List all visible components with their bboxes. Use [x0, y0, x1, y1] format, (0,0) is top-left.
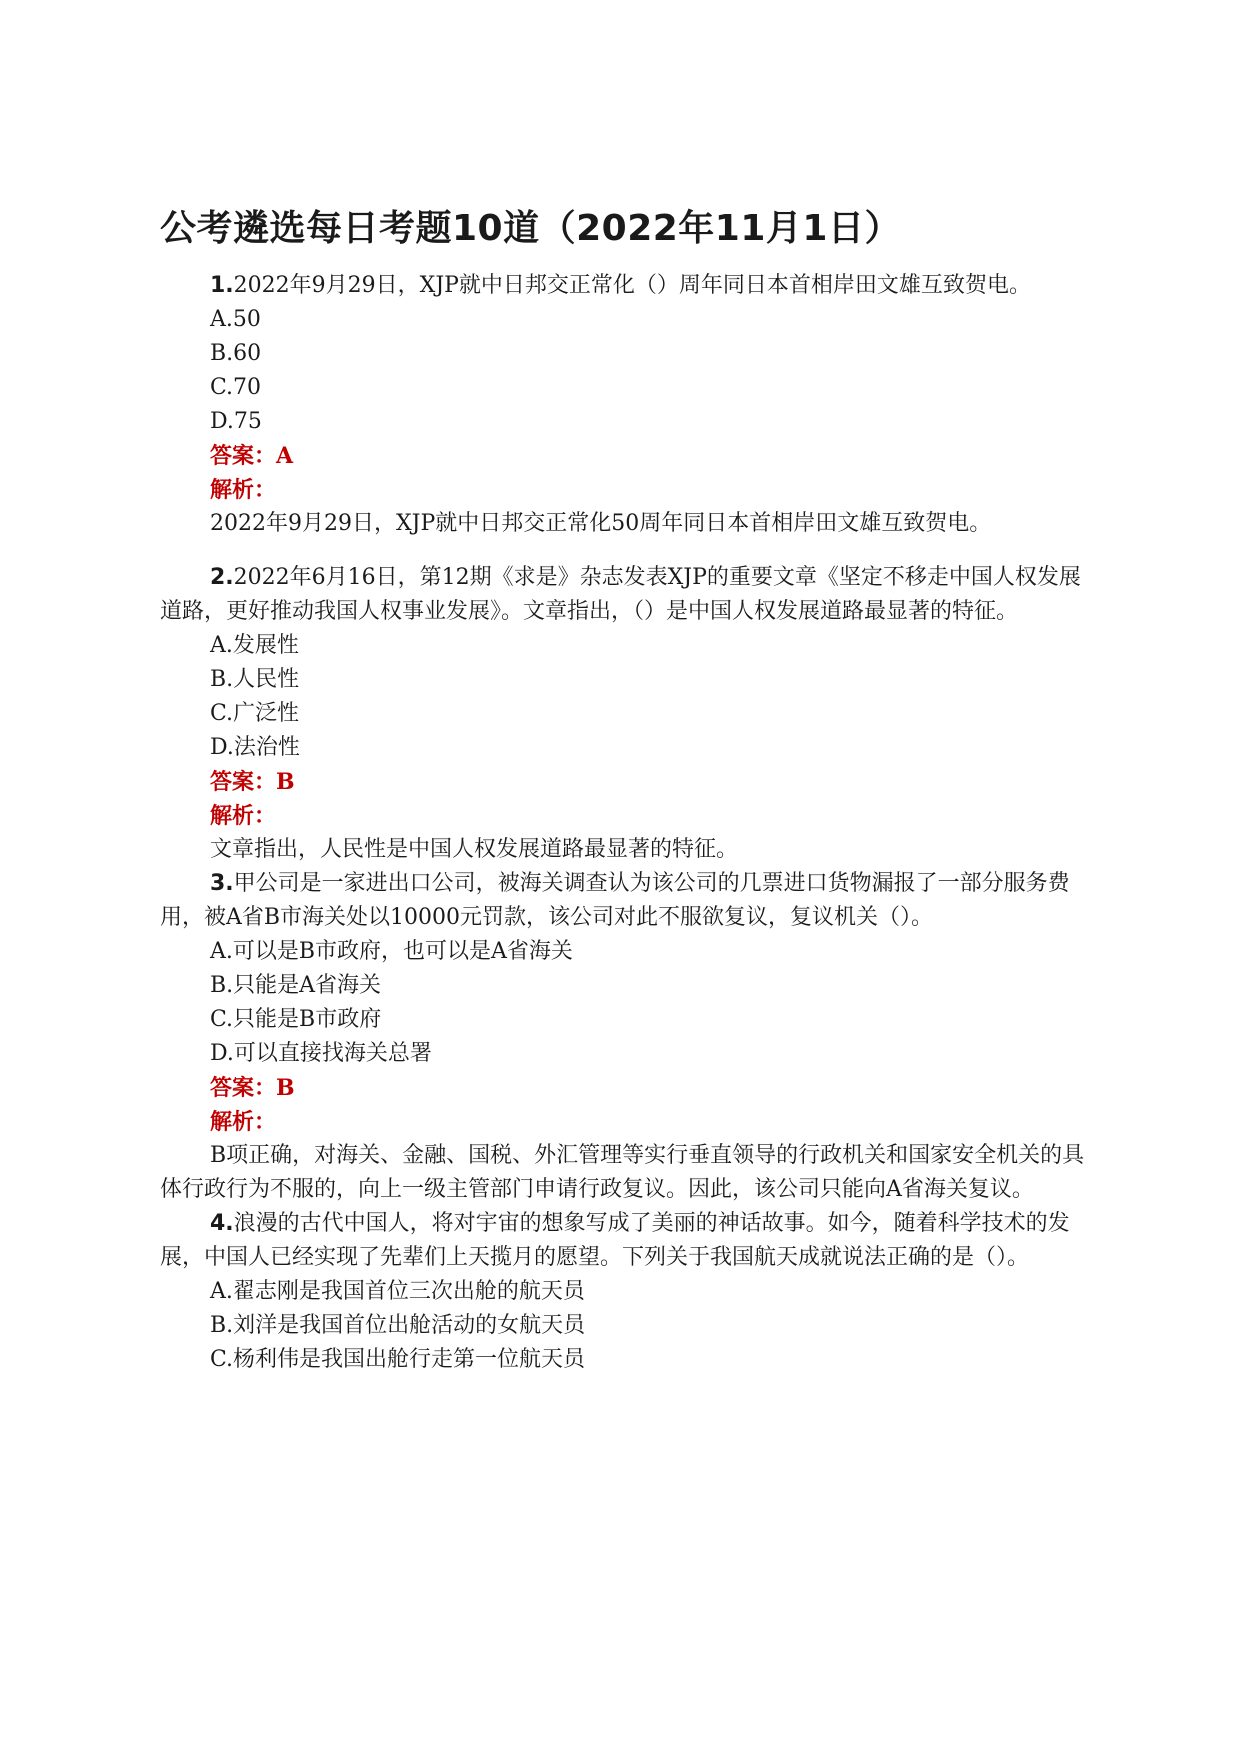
- option-d: D.75: [210, 409, 262, 434]
- question-number: 3.: [210, 871, 234, 896]
- question-text: 甲公司是一家进出口公司，被海关调查认为该公司的几票进口货物漏报了一部分服务费用，被A省B市海关处以10000元罚款，该公司对此不服欲复议，复议机关（）。: [160, 871, 1070, 930]
- option-c: C.杨利伟是我国出舱行走第一位航天员: [210, 1347, 586, 1372]
- spacer: [160, 541, 1090, 561]
- explanation-label: 解析：: [210, 1109, 277, 1135]
- question-stem: [160, 561, 1090, 629]
- option-a: A.50: [210, 307, 261, 332]
- document-page: [160, 205, 1090, 1377]
- option-a: A.翟志刚是我国首位三次出舱的航天员: [210, 1279, 585, 1304]
- option-a: A.可以是B市政府，也可以是A省海关: [210, 939, 573, 964]
- question-number: 4.: [210, 1211, 234, 1236]
- question-stem: [160, 269, 1090, 303]
- answer-label: 答案：A: [210, 443, 294, 469]
- explanation-text: B项正确，对海关、金融、国税、外汇管理等实行垂直领导的行政机关和国家安全机关的具体行政行为不服的，向上一级主管部门申请行政复议。因此，该公司只能向A省海关复议。: [160, 1143, 1085, 1202]
- question-text: 2022年9月29日，XJP就中日邦交正常化（）周年同日本首相岸田文雄互致贺电。: [233, 273, 1031, 298]
- option-c: C.只能是B市政府: [210, 1007, 382, 1032]
- option-c: C.70: [210, 375, 262, 400]
- page-title: 公考遴选每日考题10道（2022年11月1日）: [160, 208, 901, 249]
- question-text: 2022年6月16日，第12期《求是》杂志发表XJP的重要文章《坚定不移走中国人权发展道路，更好推动我国人权事业发展》。文章指出，（）是中国人权发展道路最显著的特征。: [160, 565, 1081, 624]
- question-2: [160, 561, 1090, 867]
- option-c: C.广泛性: [210, 701, 300, 726]
- explanation-text: 文章指出，人民性是中国人权发展道路最显著的特征。: [210, 837, 739, 862]
- answer-label: 答案：B: [210, 1075, 295, 1101]
- question-stem: [160, 1207, 1090, 1275]
- option-b: B.60: [210, 341, 262, 366]
- question-number: 2.: [210, 565, 234, 590]
- option-b: B.人民性: [210, 667, 300, 692]
- explanation-label: 解析：: [210, 477, 277, 503]
- question-text: 浪漫的古代中国人，将对宇宙的想象写成了美丽的神话故事。如今，随着科学技术的发展，中国人已经实现了先辈们上天揽月的愿望。下列关于我国航天成就说法正确的是（）。: [160, 1211, 1070, 1270]
- option-d: D.可以直接找海关总署: [210, 1041, 432, 1066]
- question-3: [160, 867, 1090, 1207]
- explanation-text: 2022年9月29日，XJP就中日邦交正常化50周年同日本首相岸田文雄互致贺电。: [210, 511, 992, 536]
- question-stem: [160, 867, 1090, 935]
- explanation-label: 解析：: [210, 803, 277, 829]
- question-number: 1.: [210, 273, 234, 298]
- option-d: D.法治性: [210, 735, 300, 760]
- question-1: [160, 269, 1090, 541]
- option-a: A.发展性: [210, 633, 299, 658]
- option-b: B.只能是A省海关: [210, 973, 382, 998]
- answer-label: 答案：B: [210, 769, 295, 795]
- option-b: B.刘洋是我国首位出舱活动的女航天员: [210, 1313, 586, 1338]
- question-4: [160, 1207, 1090, 1377]
